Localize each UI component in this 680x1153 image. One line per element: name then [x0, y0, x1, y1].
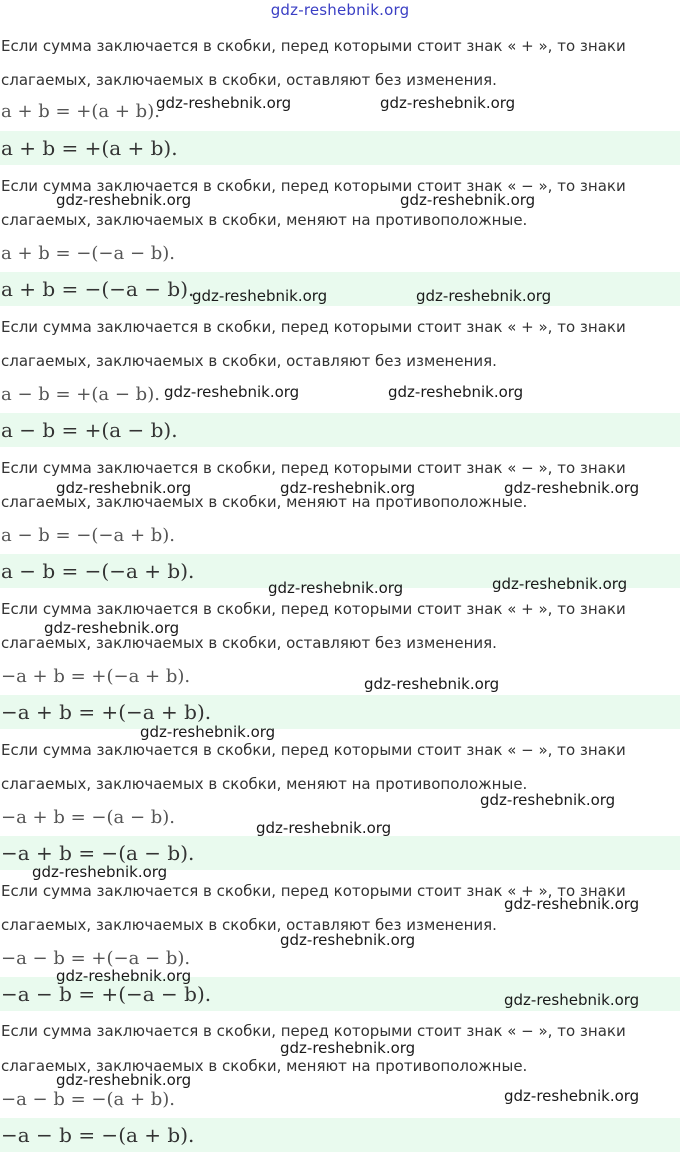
answer-equation: a − b = −(−a + b). — [1, 559, 195, 583]
watermark: gdz-reshebnik.org — [492, 575, 628, 593]
watermark: gdz-reshebnik.org — [380, 94, 516, 112]
rule-text-line: слагаемых, заключаемых в скобки, меняют на противоположные. — [1, 775, 528, 793]
rule-text-line: Если сумма заключается в скобки, перед которыми стоит знак « − », то знаки — [1, 1022, 626, 1040]
watermark: gdz-reshebnik.org — [504, 479, 640, 497]
answer-box — [0, 131, 680, 165]
equation: −a + b = +(−a + b). — [1, 666, 191, 687]
equation: −a − b = −(a + b). — [1, 1089, 176, 1110]
rule-text-line: Если сумма заключается в скобки, перед которыми стоит знак « + », то знаки — [1, 600, 626, 618]
answer-box — [0, 1118, 680, 1152]
watermark: gdz-reshebnik.org — [504, 991, 640, 1009]
watermark: gdz-reshebnik.org — [56, 479, 192, 497]
rule-text-line: слагаемых, заключаемых в скобки, оставляют без изменения. — [1, 634, 497, 652]
watermark: gdz-reshebnik.org — [400, 191, 536, 209]
equation: −a − b = +(−a − b). — [1, 948, 191, 969]
rule-text-line: слагаемых, заключаемых в скобки, оставляют без изменения. — [1, 916, 497, 934]
rule-text-line: слагаемых, заключаемых в скобки, меняют на противоположные. — [1, 211, 528, 229]
watermark: gdz-reshebnik.org — [192, 287, 328, 305]
watermark: gdz-reshebnik.org — [280, 479, 416, 497]
watermark: gdz-reshebnik.org — [140, 723, 276, 741]
answer-box — [0, 695, 680, 729]
watermark: gdz-reshebnik.org — [416, 287, 552, 305]
watermark: gdz-reshebnik.org — [44, 619, 180, 637]
equation: a − b = −(−a + b). — [1, 525, 176, 546]
rule-text-line: Если сумма заключается в скобки, перед которыми стоит знак « + », то знаки — [1, 37, 626, 55]
rule-text-line: Если сумма заключается в скобки, перед которыми стоит знак « + », то знаки — [1, 318, 626, 336]
site-header[interactable]: gdz-reshebnik.org — [270, 1, 410, 19]
watermark: gdz-reshebnik.org — [280, 1039, 416, 1057]
rule-text-line: Если сумма заключается в скобки, перед которыми стоит знак « + », то знаки — [1, 882, 626, 900]
answer-equation: −a − b = +(−a − b). — [1, 982, 212, 1006]
watermark: gdz-reshebnik.org — [56, 967, 192, 985]
answer-equation: −a + b = −(a − b). — [1, 841, 195, 865]
rule-text-line: слагаемых, заключаемых в скобки, оставляют без изменения. — [1, 352, 497, 370]
rule-text-line: слагаемых, заключаемых в скобки, меняют на противоположные. — [1, 1057, 528, 1075]
equation: a − b = +(a − b). — [1, 384, 160, 405]
watermark: gdz-reshebnik.org — [364, 675, 500, 693]
watermark: gdz-reshebnik.org — [280, 931, 416, 949]
answer-box — [0, 272, 680, 306]
equation: a + b = −(−a − b). — [1, 243, 176, 264]
answer-equation: a + b = −(−a − b). — [1, 277, 195, 301]
rule-text-line: Если сумма заключается в скобки, перед которыми стоит знак « − », то знаки — [1, 177, 626, 195]
watermark: gdz-reshebnik.org — [388, 383, 524, 401]
watermark: gdz-reshebnik.org — [268, 579, 404, 597]
answer-equation: a + b = +(a + b). — [1, 136, 178, 160]
answer-equation: a − b = +(a − b). — [1, 418, 178, 442]
rule-text-line: Если сумма заключается в скобки, перед которыми стоит знак « − », то знаки — [1, 459, 626, 477]
watermark: gdz-reshebnik.org — [504, 895, 640, 913]
rule-text-line: слагаемых, заключаемых в скобки, меняют на противоположные. — [1, 493, 528, 511]
equation: a + b = +(a + b). — [1, 101, 160, 122]
answer-box — [0, 413, 680, 447]
watermark: gdz-reshebnik.org — [256, 819, 392, 837]
watermark: gdz-reshebnik.org — [56, 1071, 192, 1089]
watermark: gdz-reshebnik.org — [480, 791, 616, 809]
rule-text-line: слагаемых, заключаемых в скобки, оставляют без изменения. — [1, 71, 497, 89]
answer-equation: −a − b = −(a + b). — [1, 1123, 195, 1147]
watermark: gdz-reshebnik.org — [156, 94, 292, 112]
equation: −a + b = −(a − b). — [1, 807, 176, 828]
watermark: gdz-reshebnik.org — [32, 863, 168, 881]
answer-equation: −a + b = +(−a + b). — [1, 700, 212, 724]
watermark: gdz-reshebnik.org — [164, 383, 300, 401]
watermark: gdz-reshebnik.org — [504, 1087, 640, 1105]
watermark: gdz-reshebnik.org — [56, 191, 192, 209]
rule-text-line: Если сумма заключается в скобки, перед которыми стоит знак « − », то знаки — [1, 741, 626, 759]
